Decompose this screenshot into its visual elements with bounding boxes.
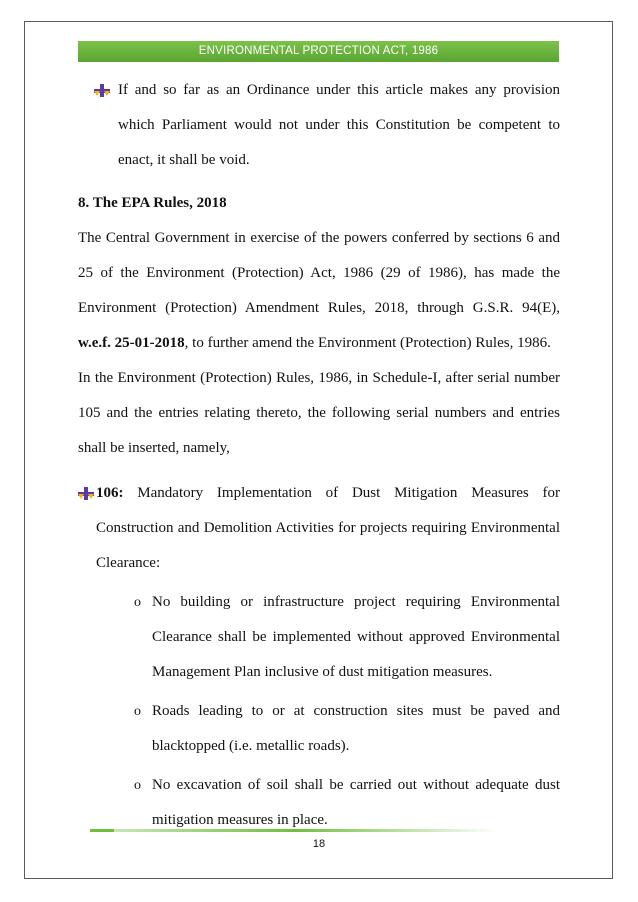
paragraph-text-end: , to further amend the Environment (Protection) Rules, 1986. — [184, 335, 551, 351]
section-paragraph-1 — [78, 221, 560, 361]
item-106 — [78, 476, 560, 838]
list-item — [114, 585, 560, 690]
header-title: ENVIRONMENTAL PROTECTION ACT, 1986 — [198, 45, 439, 57]
list-item-text: No excavation of soil shall be carried out without adequate dust mitigation measures in place. — [152, 777, 560, 828]
sub-list — [114, 585, 560, 838]
running-header — [78, 41, 559, 62]
circle-bullet-icon: o — [134, 595, 141, 610]
section-paragraph-2: In the Environment (Protection) Rules, 1986, in Schedule-I, after serial number 105 and the entries relating thereto, the following serial numbers and entries shall be inserted, namely, — [78, 370, 560, 456]
list-item — [114, 768, 560, 838]
effective-date: w.e.f. 25-01-2018 — [78, 335, 185, 351]
list-item — [114, 694, 560, 764]
footer-divider — [90, 829, 498, 832]
list-item-text: No building or infrastructure project requiring Environmental Clearance shall be implemented without approved Environmental Management Plan inclusive of dust mitigation measures. — [152, 594, 560, 680]
footer-accent — [90, 829, 114, 832]
intro-bullet — [78, 73, 560, 178]
intro-bullet-text: If and so far as an Ordinance under this article makes any provision which Parliament would not under this Constitution be competent to enact, it shall be void. — [118, 82, 560, 168]
list-item-text: Roads leading to or at construction sites must be paved and blacktopped (i.e. metallic roads). — [152, 703, 560, 754]
circle-bullet-icon: o — [134, 778, 141, 793]
item-number: 106: — [96, 485, 124, 501]
item-106-text — [96, 476, 560, 581]
arrow-bullet-icon — [78, 487, 94, 500]
arrow-bullet-icon — [94, 84, 110, 97]
section-heading: 8. The EPA Rules, 2018 — [78, 195, 227, 211]
page-number: 18 — [312, 838, 326, 850]
circle-bullet-icon: o — [134, 704, 141, 719]
page-content — [78, 73, 560, 838]
item-title: Mandatory Implementation of Dust Mitigation Measures for Construction and Demolition Activities for projects requiring Environmental Clearance: — [96, 485, 560, 571]
paragraph-text: The Central Government in exercise of the powers conferred by sections 6 and 25 of the Environment (Protection) Act, 1986 (29 of 1986), has made the Environment (Protection) Amendment Rules, 2018, through G.S.R. 94(E), — [78, 230, 560, 316]
